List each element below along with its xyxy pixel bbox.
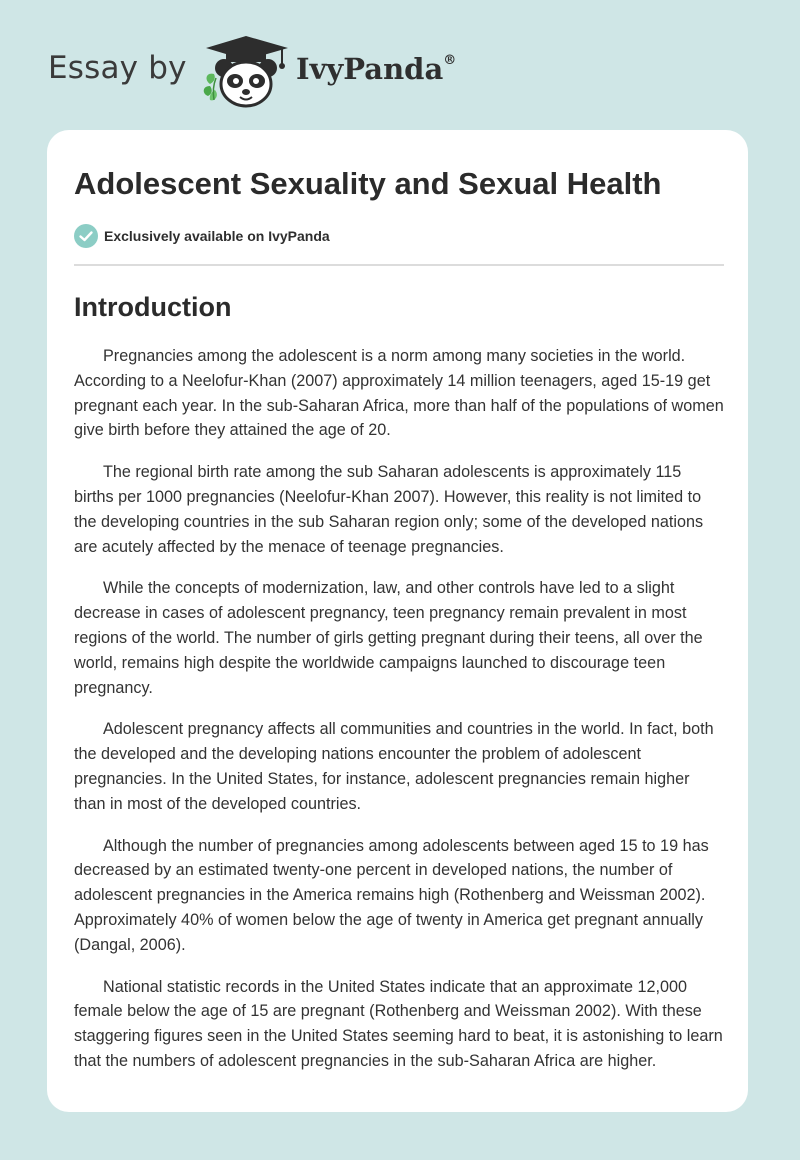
page-title: Adolescent Sexuality and Sexual Health	[74, 166, 662, 201]
paragraph: While the concepts of modernization, law, and other controls have led to a slight decrease in cases of adolescent pregnancy, teen pregnancy remain prevalent in most regions of the world. The number of girls getting pregnant during their teens, all over the world, remains high despite the worldwide campaigns launched to discourage teen pregnancy.	[74, 579, 703, 697]
essay-by-label: Essay by	[48, 50, 187, 86]
site-header	[0, 0, 800, 118]
section-heading: Introduction	[74, 292, 232, 322]
panda-graduate-icon[interactable]	[200, 34, 292, 110]
paragraph: National statistic records in the United States indicate that an approximate 12,000 female below the age of 15 are pregnant (Rothenberg and Weissman 2002). With these staggering figures seen in the United States seeming hard to beat, it is astonishing to learn that the numbers of adolescent pregnancies in the sub-Saharan Africa are higher.	[74, 977, 723, 1070]
exclusive-badge	[74, 223, 724, 249]
exclusive-badge-text: Exclusively available on IvyPanda	[104, 228, 330, 244]
article-content	[74, 164, 724, 1091]
brand-name[interactable]	[296, 52, 456, 86]
article-card	[47, 130, 748, 1112]
brand-name-text: IvyPanda	[296, 52, 444, 86]
article-body	[74, 344, 724, 1074]
paragraph: Pregnancies among the adolescent is a norm among many societies in the world. According to a Neelofur-Khan (2007) approximately 14 million teenagers, aged 15-19 get pregnant each year. In the sub-Saharan Africa, more than half of the populations of women give birth before they attained the age of 20.	[74, 347, 724, 440]
paragraph: Although the number of pregnancies among adolescents between aged 15 to 19 has decreased by an estimated twenty-one percent in developed nations, the number of adolescent pregnancies in the America remains high (Rothenberg and Weissman 2002). Approximately 40% of women below the age of twenty in America get pregnant annually (Dangal, 2006).	[74, 836, 709, 954]
ivy-leaf-icon	[204, 74, 217, 101]
divider	[74, 264, 724, 266]
check-circle-icon	[74, 224, 98, 248]
paragraph: Adolescent pregnancy affects all communities and countries in the world. In fact, both the developed and the developing nations encounter the problem of adolescent pregnancies. In the United States, for instance, adolescent pregnancies remain higher than in most of the developed countries.	[74, 720, 714, 813]
paragraph: The regional birth rate among the sub Saharan adolescents is approximately 115 births per 1000 pregnancies (Neelofur-Khan 2007). However, this reality is not limited to the developing countries in the sub Saharan region only; some of the developed nations are acutely affected by the menace of teenage pregnancies.	[74, 463, 704, 556]
registered-mark: ®	[443, 53, 457, 69]
